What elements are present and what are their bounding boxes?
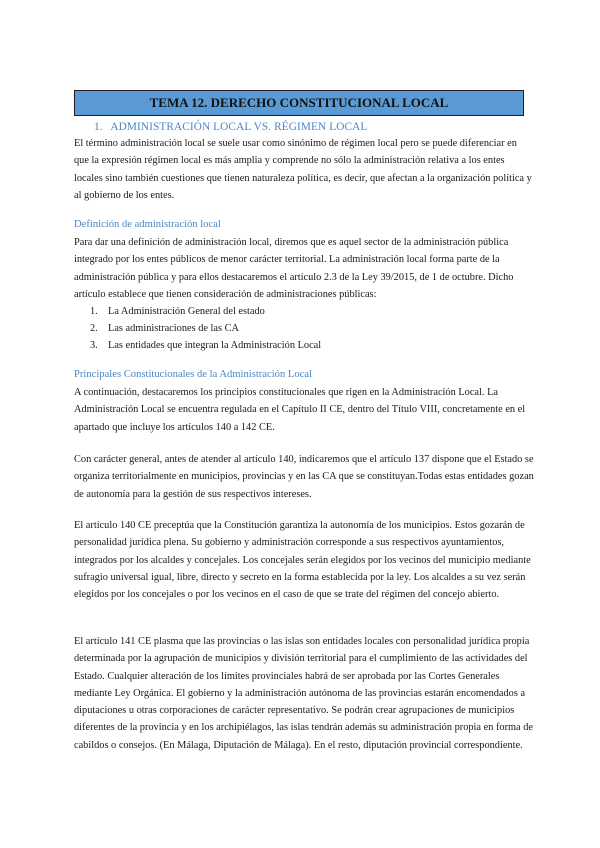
list-item: 2. Las administraciones de las CA	[90, 323, 239, 334]
document-title: TEMA 12. DERECHO CONSTITUCIONAL LOCAL	[74, 90, 524, 116]
articulo-141-paragraph: El artículo 141 CE plasma que las provincias o las islas son entidades locales con personalidad jurídica propia determinada por la agrupación de municipios y división territorial para el cumplimiento de las actividades del Estado. Cualquier alteración de los límites provinciales habrá de ser aprobada por las Cortes Generales mediante Ley Orgánica. El gobierno y la administración autónoma de las provincias estarán encomendados a diputaciones u otras corporaciones de carácter representativo. Se podrán crear agrupaciones de municipios diferentes de la provincia y en los archipiélagos, las islas tendrán además su administración propia en forma de cabildos o consejos. (En Málaga, Diputación de Málaga). En el resto, diputación provincial correspondiente.	[74, 636, 533, 751]
list-item: 3. Las entidades que integran la Administración Local	[90, 340, 322, 351]
section-heading	[94, 121, 367, 133]
administraciones-list	[90, 303, 321, 354]
articulo-140-paragraph: El artículo 140 CE preceptúa que la Constitución garantiza la autonomía de los municipios. Estos gozarán de personalidad jurídica plena. Su gobierno y administración corresponde a sus respectivos ayuntamientos, integrados por los alcaldes y concejales. Los concejales serán elegidos por los vecinos del municipio mediante sufragio universal igual, libre, directo y secreto en la forma establecida por la ley. Los alcaldes a su vez serán elegidos por los concejales o por los vecinos en el caso de que se trate del régimen del concejo abierto.	[74, 520, 531, 601]
section-heading-text: ADMINISTRACIÓN LOCAL VS. RÉGIMEN LOCAL	[110, 121, 368, 133]
intro-paragraph: El término administración local se suele usar como sinónimo de régimen local pero se puede diferenciar en que la expresión régimen local es más amplia y comprende no sólo la administración relativa a los entes locales sino también cuestiones que tienen naturaleza política, es decir, que afectan a la organización política y al gobierno de los entes.	[74, 138, 532, 201]
list-item: 1. La Administración General del estado	[90, 306, 265, 317]
principios-heading: Principales Constitucionales de la Administración Local	[74, 369, 313, 380]
definicion-heading: Definición de administración local	[74, 219, 221, 230]
principios-paragraph-1: A continuación, destacaremos los principios constitucionales que rigen en la Administración Local. La Administración Local se encuentra regulada en el Capítulo II CE, dentro del Título VIII, concretamente en el apartado que incluye los artículos 140 a 142 CE.	[74, 387, 526, 433]
principios-paragraph-2: Con carácter general, antes de atender al artículo 140, indicaremos que el artículo 137 dispone que el Estado se organiza territorialmente en municipios, provincias y en las CA que se constituyan.Todas estas entidades gozan de autonomía para la gestión de sus respectivos intereses.	[74, 454, 534, 500]
definicion-paragraph: Para dar una definición de administración local, diremos que es aquel sector de la administración pública integrado por los entes públicos de menor carácter territorial. La administración local forma parte de la administración pública y para ellos destacaremos el artículo 2.3 de la Ley 39/2015, de 1 de octubre. Dicho artículo establece que tienen consideración de administraciones públicas:	[74, 237, 514, 300]
section-number: 1.	[94, 121, 103, 133]
